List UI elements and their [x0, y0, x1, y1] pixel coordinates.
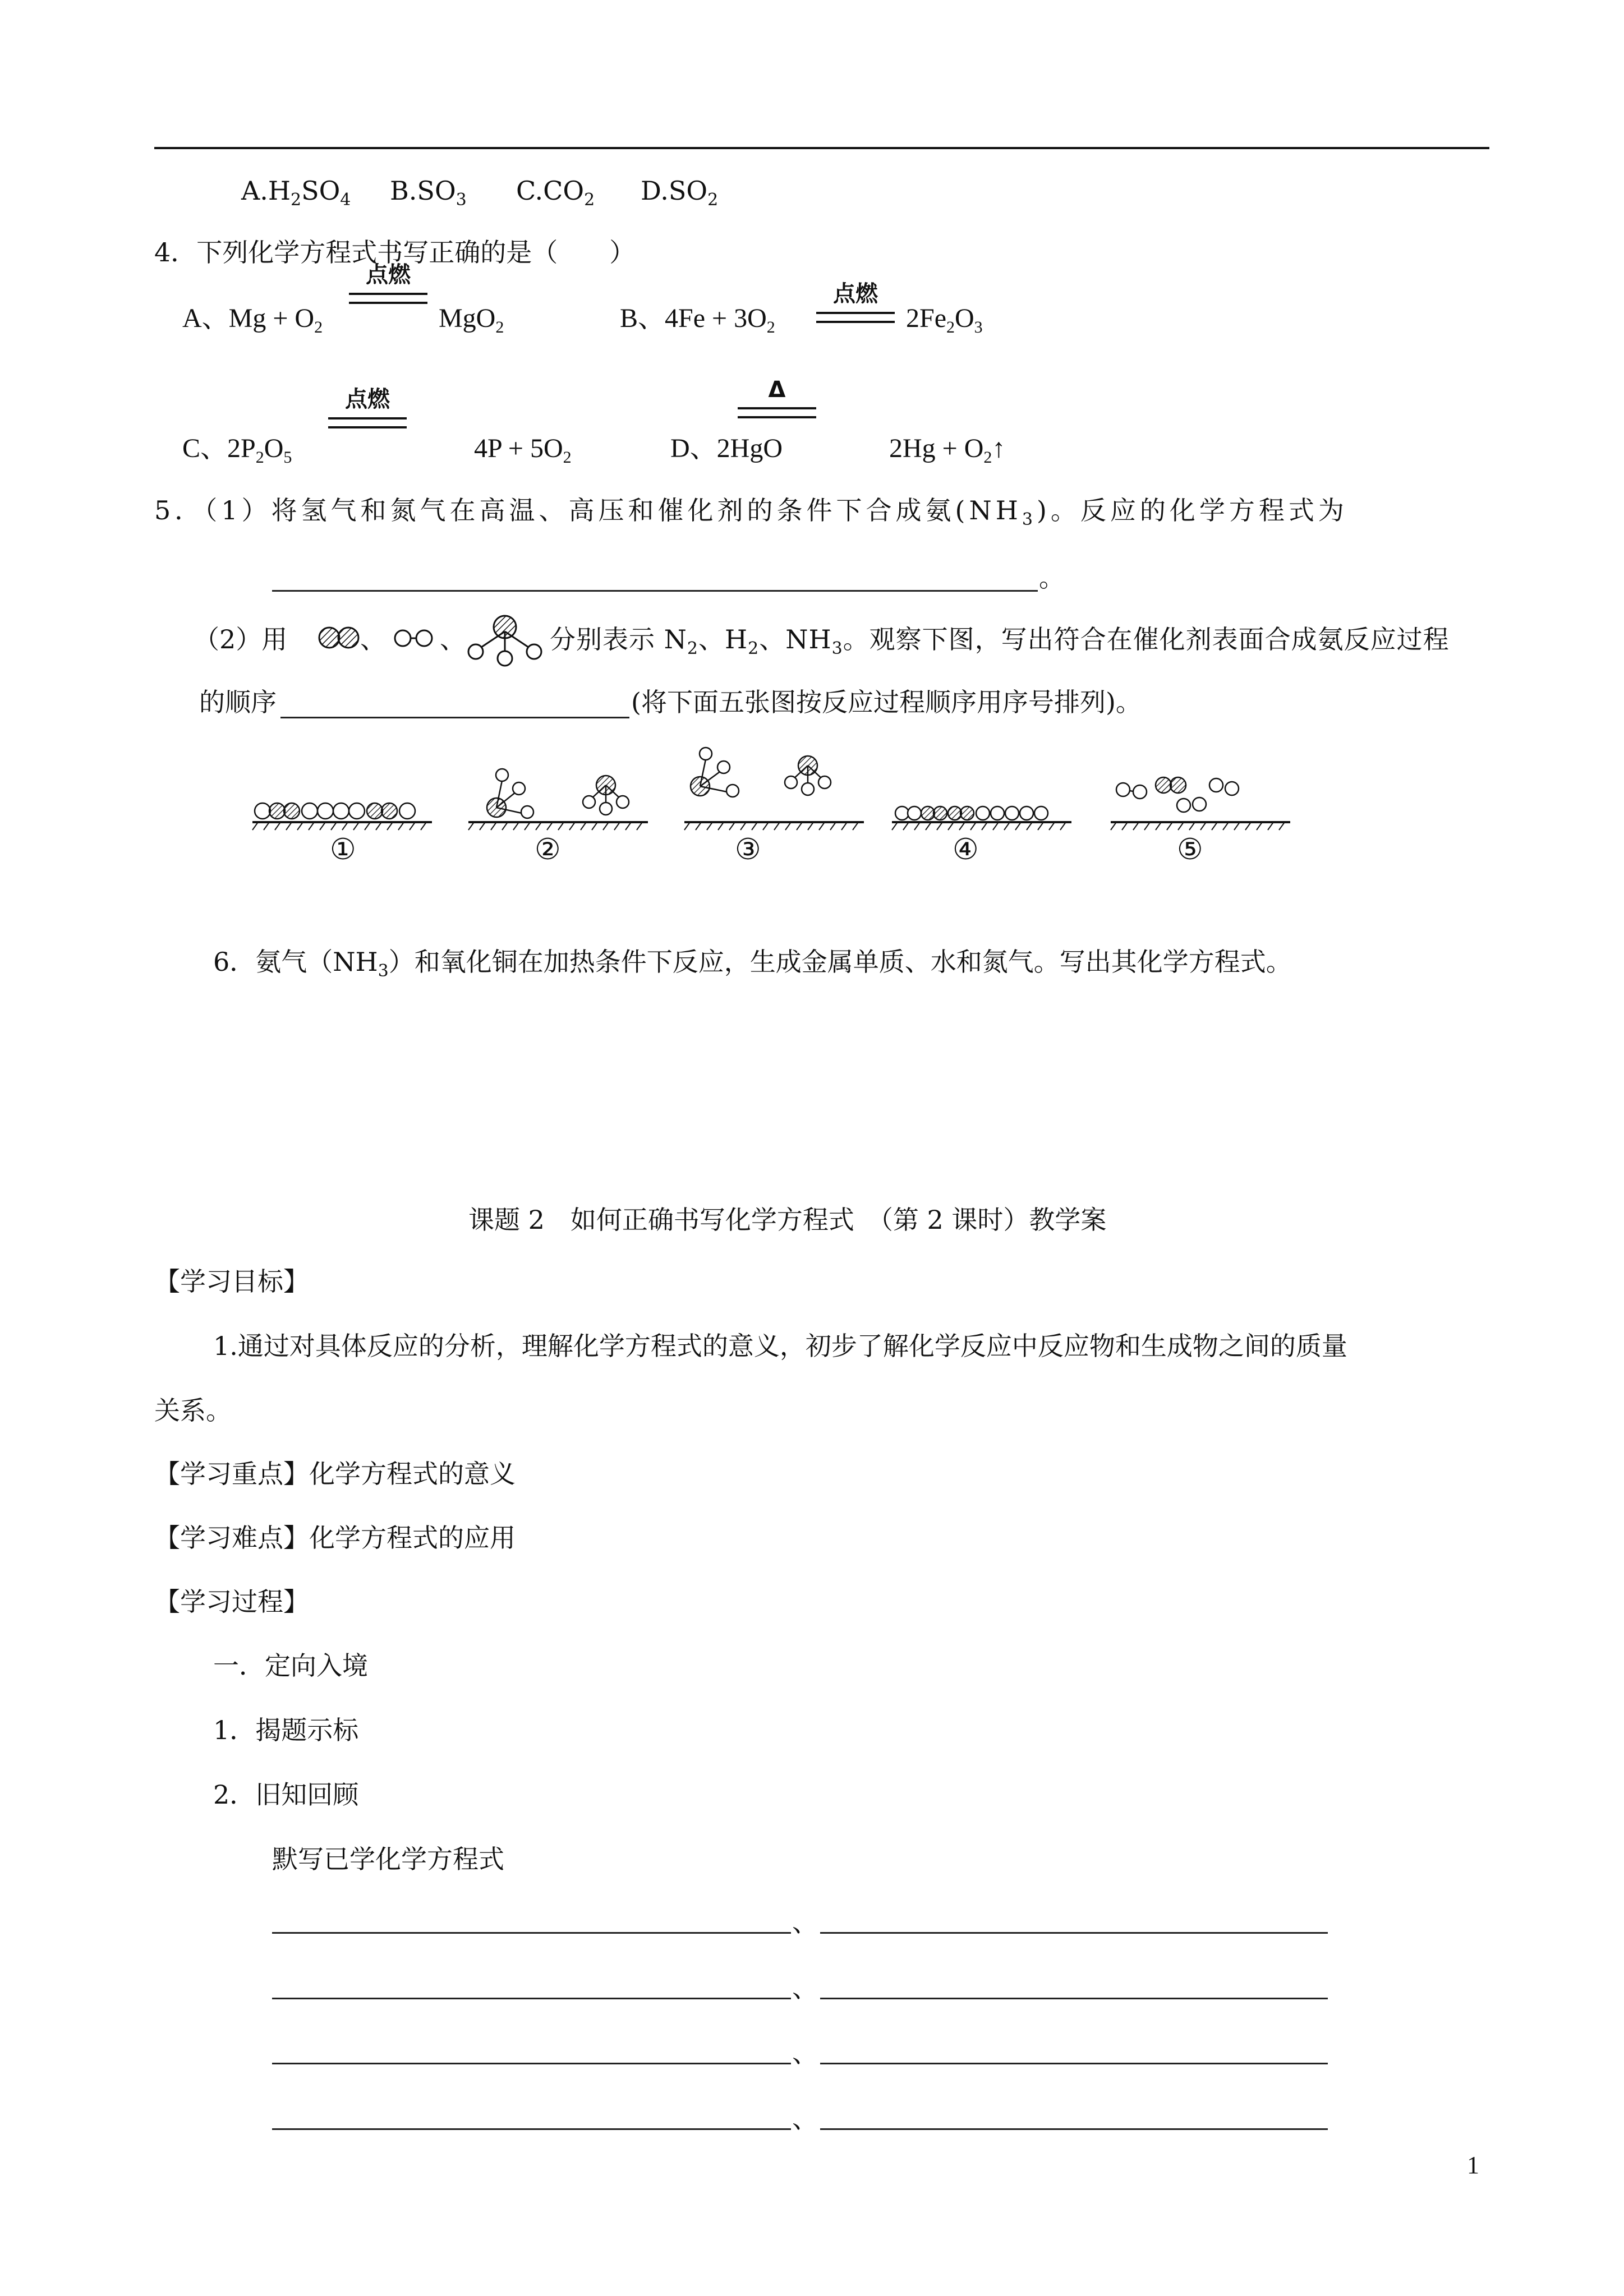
q5-part2-sep1: 、 [360, 624, 386, 654]
q6-text: 6．氨气$(NH_3)$和氧化铜在加热条件下反应，生成金属单质、水和氮气。写出其化学方程式。 [213, 947, 1292, 981]
q5-part2-text: 分别表示 $N_2$、$H_2$、$NH_3$。观察下图，写出符合在催化剂表面合成氨反应过程 [550, 624, 1450, 658]
q4-option-d-condition: Δ [768, 377, 786, 403]
review-separator-1: 、 [792, 1907, 818, 1938]
catalyst-process-figure [247, 746, 1290, 892]
q4-option-a-left: A、$Mg + O_2$ [182, 303, 323, 336]
process-heading: 【学习过程】 [154, 1587, 309, 1617]
h2-molecule-icon [393, 627, 435, 649]
figure-4 [892, 806, 1071, 830]
q4-option-a-condition: 点燃 [366, 262, 411, 288]
figure-1 [252, 803, 432, 830]
figure-5 [1111, 777, 1290, 830]
q4-option-b-equals-bottom [816, 321, 895, 323]
q3-option-c: $C.CO_2$ [516, 176, 595, 210]
item-2: 2．旧知回顾 [213, 1779, 359, 1810]
review-answer-line-1b[interactable] [820, 1932, 1328, 1934]
lesson-title: 课题 2 如何正确书写化学方程式 （第 2 课时）教学案 [468, 1205, 1107, 1235]
q5-part1-text: 5．（1）将氢气和氮气在高温、高压和催化剂的条件下合成氨$(NH_3)$。反应的化学方程式为 [154, 495, 1348, 529]
review-answer-line-2b[interactable] [820, 1998, 1328, 1999]
figure-label-4: ④ [953, 833, 979, 866]
figure-label-1: ① [330, 833, 356, 866]
q4-option-c-condition: 点燃 [345, 386, 390, 412]
q4-option-b-condition: 点燃 [833, 281, 878, 307]
review-separator-2: 、 [792, 1973, 818, 2003]
key-point-label: 【学习重点】 [154, 1459, 309, 1489]
figure-3 [684, 748, 864, 830]
goal-1-line1: 1.通过对具体反应的分析，理解化学方程式的意义，初步了解化学反应中反应物和生成物之间的质量 [213, 1331, 1347, 1361]
section-1-heading: 一．定向入境 [213, 1650, 368, 1681]
q4-option-d-right: $2Hg + O_2↑$ [889, 434, 1006, 467]
n2-molecule-icon [317, 624, 362, 652]
q4-option-c-equals-bottom [328, 426, 407, 428]
q5-part1-answer-line[interactable] [272, 590, 1038, 592]
q3-option-a: $A.H_2SO_4$ [241, 176, 351, 210]
figure-label-3: ③ [735, 833, 761, 866]
figure-label-2: ② [535, 833, 561, 866]
review-answer-line-2a[interactable] [272, 1998, 791, 1999]
q4-option-d-left: D、2HgO [670, 434, 783, 463]
review-answer-line-3a[interactable] [272, 2063, 791, 2064]
figure-label-5: ⑤ [1177, 833, 1203, 866]
q4-option-c-equals-top [328, 417, 407, 419]
q5-part2-line2-instructions: (将下面五张图按反应过程顺序用序号排列)。 [631, 687, 1142, 717]
difficulty-text: 化学方程式的应用 [309, 1523, 516, 1553]
q4-option-c-right: $4P + 5O_2$ [474, 434, 572, 467]
q4-stem: 4．下列化学方程式书写正确的是（ ） [154, 237, 636, 268]
q4-option-b-right: $2Fe_2O_3$ [906, 303, 983, 336]
q4-option-c-left: C、$2P_2O_5$ [182, 434, 292, 467]
q4-option-b-left: B、$4Fe + 3O_2$ [620, 303, 775, 336]
figure-2 [468, 769, 648, 830]
page-number: 1 [1467, 2151, 1479, 2179]
review-separator-4: 、 [792, 2104, 818, 2134]
q4-option-a-equals-top [349, 293, 427, 295]
q4-option-b-equals-top [816, 312, 895, 314]
item-1: 1．揭题示标 [213, 1715, 359, 1745]
q3-option-b: $B.SO_3$ [390, 176, 467, 210]
difficulty-label: 【学习难点】 [154, 1523, 309, 1553]
q5-part2-answer-line[interactable] [280, 717, 629, 718]
review-prompt: 默写已学化学方程式 [272, 1844, 504, 1874]
q5-part2-lead: （2）用 [194, 624, 288, 654]
review-separator-3: 、 [792, 2038, 818, 2068]
q5-part1-end: 。 [1039, 563, 1065, 593]
q4-option-d-equals-top [738, 407, 816, 409]
review-answer-line-1a[interactable] [272, 1932, 791, 1934]
review-answer-line-4b[interactable] [820, 2128, 1328, 2130]
q4-option-a-equals-bottom [349, 302, 427, 304]
q5-part2-sep2: 、 [440, 624, 466, 654]
review-answer-line-3b[interactable] [820, 2063, 1328, 2064]
header-rule [154, 147, 1489, 149]
key-point-text: 化学方程式的意义 [309, 1459, 516, 1489]
nh3-molecule-icon [466, 611, 544, 667]
goal-1-line2: 关系。 [154, 1395, 232, 1426]
difficulty-point [154, 1521, 516, 1555]
review-answer-line-4a[interactable] [272, 2128, 791, 2130]
q4-option-a-right: MgO$_2$ [439, 303, 504, 336]
q4-option-d-equals-bottom [738, 416, 816, 418]
goal-heading: 【学习目标】 [154, 1266, 309, 1297]
q5-part2-line2-lead: 的顺序 [199, 687, 277, 717]
key-point [154, 1457, 516, 1491]
q3-option-d: $D.SO_2$ [641, 176, 719, 210]
